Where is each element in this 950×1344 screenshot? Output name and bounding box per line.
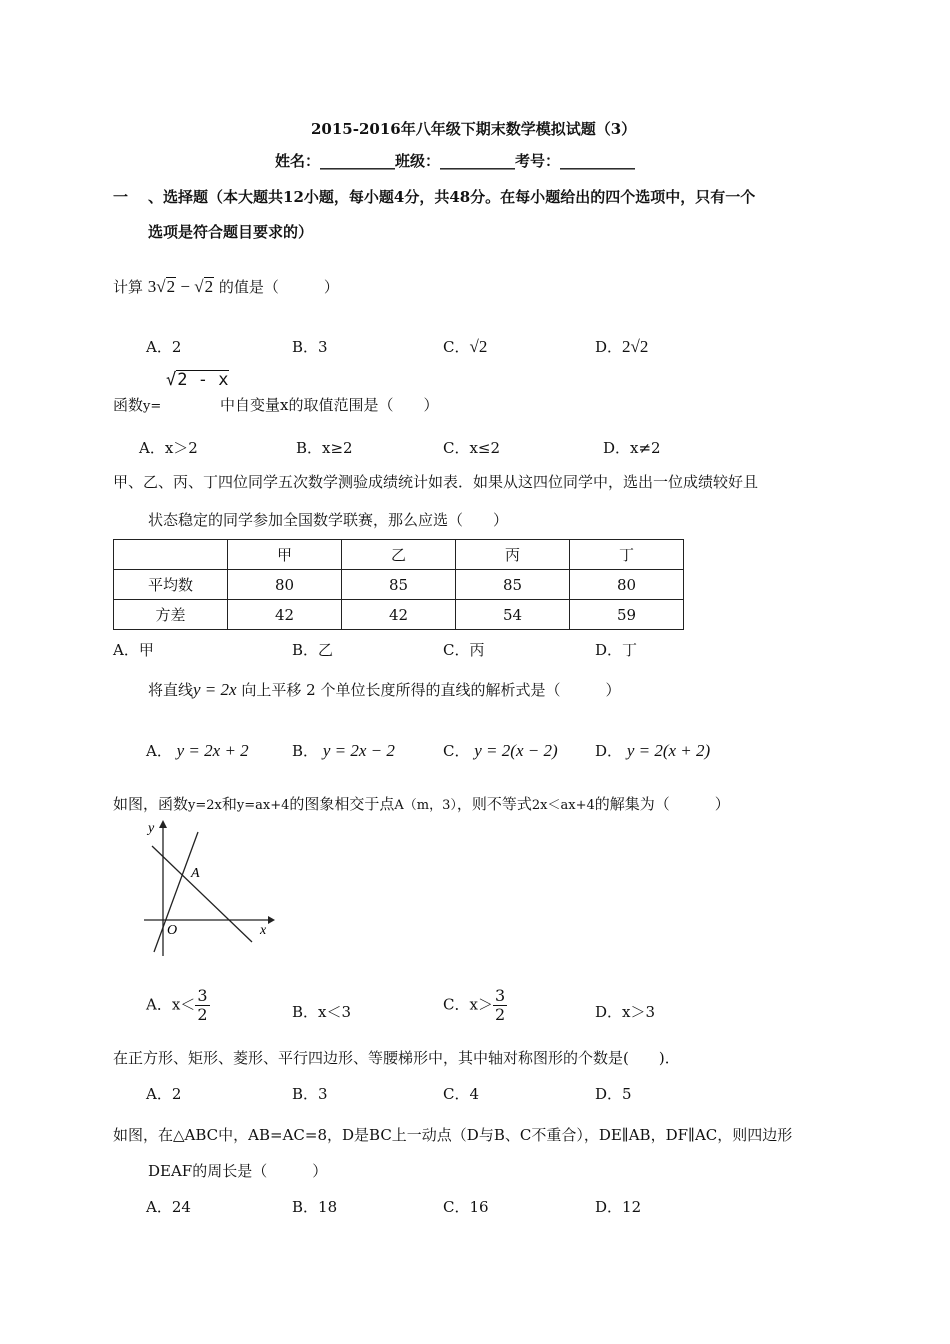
q1-coef: 3: [147, 277, 157, 296]
q1-option-d-math: 2√2: [622, 337, 649, 356]
fraction-numerator: 3: [494, 986, 506, 1005]
number-label: 考号：: [515, 152, 561, 170]
q2-pre: 函数: [113, 396, 144, 414]
q5-option-b-text: x＜3: [318, 1003, 352, 1021]
question-6: 在正方形、矩形、菱形、平行四边形、等腰梯形中，其中轴对称图形的个数是( )．: [113, 1049, 680, 1067]
table-cell: 42: [342, 600, 456, 630]
q6-option-c[interactable]: C．4: [443, 1085, 480, 1103]
q3-option-b-text: 乙: [318, 641, 334, 659]
table-header-row: [114, 540, 684, 570]
q3-option-c-text: 丙: [469, 641, 485, 659]
question-4: [148, 679, 620, 700]
q1-option-c-math: √2: [469, 337, 488, 356]
section-heading-line1: 、选择题（本大题共12小题，每小题4分，共48分。在每小题给出的四个选项中，只有一个: [148, 188, 756, 206]
q2-post2: 的取值范围是（ ）: [288, 396, 439, 414]
q1-pre: 计算: [113, 278, 144, 296]
table-row: [114, 570, 684, 600]
q5-f1: y=2x: [188, 798, 222, 813]
q7-option-c[interactable]: C．16: [443, 1198, 489, 1216]
name-label: 姓名：: [275, 152, 321, 170]
q5-option-c-fraction: [493, 988, 507, 1023]
q2-post: 中自变量: [220, 396, 281, 414]
q4-option-d-expr: y = 2(x + 2): [626, 741, 711, 760]
table-cell: 42: [228, 600, 342, 630]
fraction-numerator: 3: [197, 986, 208, 1005]
q5-option-d-letter: D．: [595, 1003, 623, 1021]
q3-option-b[interactable]: [292, 639, 333, 660]
table-cell: 80: [570, 570, 684, 600]
q5-option-c[interactable]: [443, 988, 507, 1023]
q7-option-a[interactable]: A．24: [146, 1198, 191, 1216]
q4-option-b-expr: y = 2x − 2: [322, 741, 395, 760]
q1-option-d[interactable]: [595, 336, 648, 357]
q5-option-a-letter: A．: [146, 995, 172, 1014]
q4-expr: y = 2x: [193, 680, 237, 699]
q5-option-b-letter: B．: [292, 1003, 319, 1021]
q1-option-b[interactable]: B．3: [292, 338, 328, 356]
table-cell: 59: [570, 600, 684, 630]
origin-label: O: [167, 923, 178, 938]
table-cell: 方差: [114, 600, 228, 630]
table-cell: 平均数: [114, 570, 228, 600]
q7-option-d[interactable]: D．12: [595, 1198, 642, 1216]
q5-option-a[interactable]: [146, 988, 210, 1023]
q3-option-d-text: 丁: [622, 641, 638, 659]
table-cell: 54: [456, 600, 570, 630]
q2-option-d[interactable]: D．x≠2: [603, 439, 661, 457]
q5-option-d-text: x＞3: [622, 1003, 656, 1021]
table-header-cell: 甲: [228, 540, 342, 570]
table-header-cell: 乙: [342, 540, 456, 570]
q4-option-c-letter: C．: [443, 742, 470, 760]
q2-y: y=: [143, 399, 162, 414]
number-blank: __________: [560, 152, 636, 170]
table-row: [114, 600, 684, 630]
q7-option-b[interactable]: B．18: [292, 1198, 338, 1216]
q3-option-d[interactable]: [595, 639, 637, 660]
class-blank: __________: [440, 152, 516, 170]
q4-option-d[interactable]: [595, 740, 710, 761]
q5-ineq: 2x＜ax+4: [531, 798, 595, 813]
q4-option-c-expr: y = 2(x − 2): [474, 741, 558, 760]
name-blank: __________: [320, 152, 396, 170]
y-axis-label: y: [148, 821, 155, 836]
q2-option-c[interactable]: C．x≤2: [443, 439, 501, 457]
q2-option-b[interactable]: B．x≥2: [296, 439, 353, 457]
q1-radicand2: 2: [204, 277, 214, 296]
section-number: 一: [113, 188, 129, 206]
q5-p1: 如图，函数: [113, 795, 189, 813]
q3-option-c[interactable]: [443, 639, 485, 660]
q5-option-c-text: x＞: [469, 995, 493, 1014]
q6-option-d[interactable]: D．5: [595, 1085, 632, 1103]
q5-f2: y=ax+4: [236, 798, 290, 813]
q1-radicand: 2: [166, 277, 176, 296]
q6-option-a[interactable]: A．2: [146, 1085, 182, 1103]
q1-post: 的值是（ ）: [218, 278, 339, 296]
q7-line2: DEAF的周长是（ ）: [148, 1162, 328, 1180]
fraction-denominator: 2: [197, 1005, 208, 1024]
q1-option-c[interactable]: [443, 336, 487, 357]
table-header-cell: 丁: [570, 540, 684, 570]
q5-p2: 和: [221, 795, 237, 813]
q1-expression: 3√2 − √2: [147, 277, 214, 296]
q3-line2: 状态稳定的同学参加全国数学联赛，那么应选（ ）: [148, 511, 509, 529]
x-axis-label: x: [260, 923, 267, 938]
q5-point: A（m，3）: [394, 798, 457, 813]
table-header-cell: [114, 540, 228, 570]
table-cell: 80: [228, 570, 342, 600]
q4-option-b-letter: B．: [292, 742, 319, 760]
q3-option-d-letter: D．: [595, 641, 623, 659]
q4-option-a-letter: A．: [146, 742, 172, 760]
page-title: 2015-2016年八年级下期末数学模拟试题（3）: [311, 120, 637, 138]
intersection-graph: [140, 816, 275, 962]
q3-option-c-letter: C．: [443, 641, 470, 659]
q5-option-d[interactable]: [595, 1001, 655, 1022]
q4-option-d-letter: D．: [595, 742, 623, 760]
q5-option-c-letter: C．: [443, 995, 470, 1014]
q3-option-b-letter: B．: [292, 641, 319, 659]
q6-option-b[interactable]: B．3: [292, 1085, 328, 1103]
fraction-denominator: 2: [494, 1005, 506, 1024]
q3-line1: 甲、乙、丙、丁四位同学五次数学测验成绩统计如表．如果从这四位同学中，选出一位成绩较好且: [113, 473, 759, 491]
q5-p5: 的解集为（ ）: [594, 795, 730, 813]
q5-option-a-fraction: [195, 988, 209, 1023]
table-cell: 85: [456, 570, 570, 600]
question-2: [113, 394, 161, 415]
q2-var: x: [280, 396, 289, 414]
table-header-cell: 丙: [456, 540, 570, 570]
q4-post: 向上平移 2 个单位长度所得的直线的解析式是（ ）: [241, 681, 621, 699]
q5-p4: ，则不等式: [456, 795, 532, 813]
table-cell: 85: [342, 570, 456, 600]
q5-p3: 的图象相交于点: [289, 795, 395, 813]
question-5: [113, 793, 730, 814]
q2-option-a[interactable]: A．x＞2: [139, 439, 198, 457]
point-a-label: A: [191, 866, 200, 881]
y-axis-arrow: [159, 820, 167, 828]
q2-radical: √2 - x: [166, 370, 229, 390]
q1-option-a[interactable]: A．2: [146, 338, 182, 356]
q1-minus: −: [180, 277, 190, 296]
q5-option-a-text: x＜: [171, 995, 196, 1014]
q2-rest: [220, 394, 439, 415]
q1-option-d-letter: D．: [595, 338, 623, 356]
q4-option-b[interactable]: [292, 740, 395, 761]
question-1: [113, 276, 339, 297]
q2-radicand: 2 - x: [177, 370, 229, 390]
q4-pre: 将直线: [148, 681, 194, 699]
q1-option-c-letter: C．: [443, 338, 470, 356]
q5-option-b[interactable]: [292, 1001, 351, 1022]
q4-option-a-expr: y = 2x + 2: [176, 741, 249, 760]
q3-option-a-text: 甲: [138, 641, 154, 659]
scores-table: [113, 539, 684, 630]
student-info-line: [275, 150, 635, 171]
q4-option-a[interactable]: [146, 740, 249, 761]
x-axis-arrow: [268, 916, 275, 924]
section-heading-line2: 选项是符合题目要求的）: [148, 223, 314, 241]
q7-line1: 如图，在△ABC中，AB=AC=8，D是BC上一动点（D与B、C不重合），DE∥AB，DF∥AC，则四边形: [113, 1126, 793, 1144]
class-label: 班级：: [395, 152, 441, 170]
q3-option-a[interactable]: [113, 639, 154, 660]
q4-option-c[interactable]: [443, 740, 558, 761]
q3-option-a-letter: A．: [113, 641, 139, 659]
